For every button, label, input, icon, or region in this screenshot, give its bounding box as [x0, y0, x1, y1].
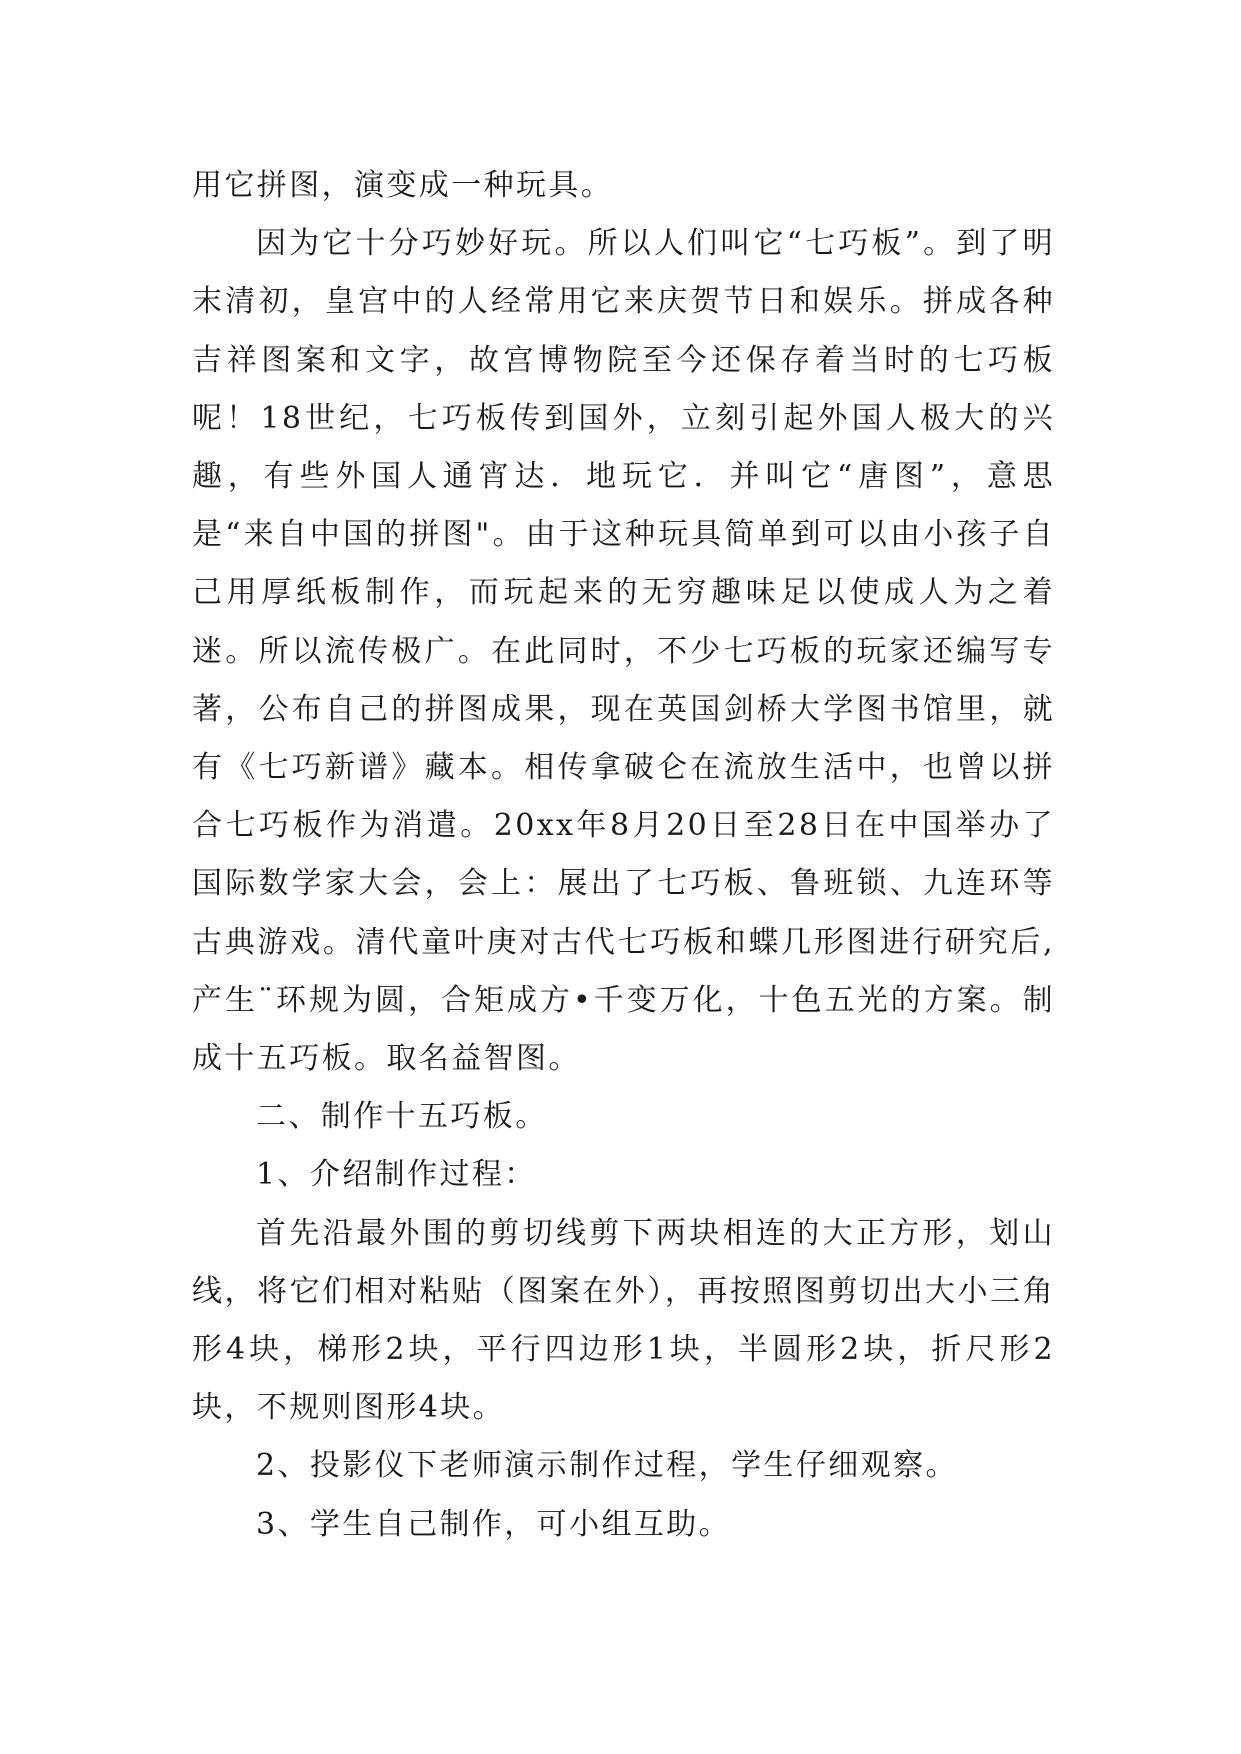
- document-page: [192, 157, 1055, 1554]
- step-3-text: 3、学生自己制作，可小组互助。: [256, 1506, 732, 1542]
- section-heading-make-fifteen-board: 二、制作十五巧板。: [256, 1099, 548, 1135]
- paragraph-cutting-instructions: 首先沿最外围的剪切线剪下两块相连的大正方形，划山线，将它们相对粘贴（图案在外），再按照图剪切出大小三角形4块，梯形2块，平行四边形1块，半圆形2块，折尺形2块，不规则图形4块。: [192, 1215, 1055, 1426]
- paragraph-tangram-history: 因为它十分巧妙好玩。所以人们叫它“七巧板”。到了明末清初，皇宫中的人经常用它来庆贺节日和娱乐。拼成各种吉祥图案和文字，故宫博物院至今还保存着当时的七巧板呢！18世纪，七巧板传到国外，立刻引起外国人极大的兴趣，有些外国人通宵达．地玩它．并叫它“唐图”，意思是“来自中国的拼图"。由于这种玩具简单到可以由小孩子自己用厚纸板制作，而玩起来的无穷趣味足以使成人为之着迷。所以流传极广。在此同时，不少七巧板的玩家还编写专著，公布自己的拼图成果，现在英国剑桥大学图书馆里，就有《七巧新谱》藏本。相传拿破仑在流放生活中，也曾以拼合七巧板作为消遣。20xx年8月20日至28日在中国举办了国际数学家大会，会上：展出了七巧板、鲁班锁、九连环等古典游戏。清代童叶庚对古代七巧板和蝶几形图进行研究后,产生¨环规为圆，合矩成方•千变万化，十色五光的方案。制成十五巧板。取名益智图。: [192, 226, 1055, 1077]
- step-2-text: 2、投影仪下老师演示制作过程，学生仔细观察。: [256, 1448, 958, 1484]
- paragraph-intro-continuation: 用它拼图，演变成一种玩具。: [192, 168, 614, 203]
- step-1-heading: 1、介绍制作过程：: [256, 1157, 537, 1193]
